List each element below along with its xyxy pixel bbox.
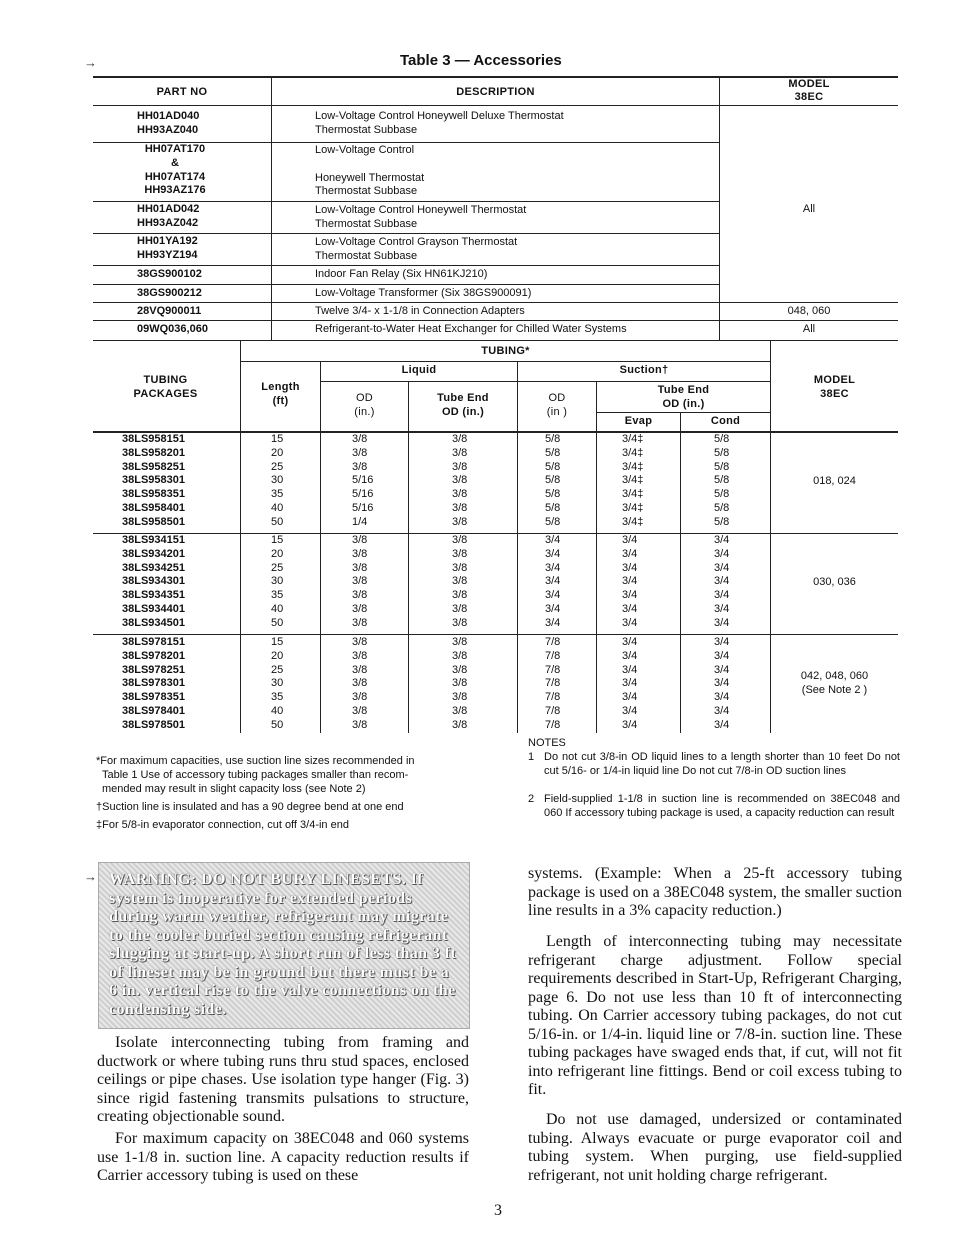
part-description: Twelve 3/4- x 1-1/8 in Connection Adapters <box>315 305 525 317</box>
col-header-suction-od: OD (in ) <box>546 392 568 418</box>
part-number: 28VQ900011 <box>137 305 202 317</box>
col-header-suction: Suction† <box>619 364 669 376</box>
footnote: *For maximum capacities, use suction line sizes recommended in <box>96 755 415 767</box>
part-description: Low-Voltage Transformer (Six 38GS900091) <box>315 287 532 299</box>
model-value: 042, 048, 060 (See Note 2 ) <box>800 670 869 696</box>
body-paragraph: Isolate interconnecting tubing from framing and ductwork or where tubing runs thru stud spaces, enclosed ceilings or pipe chases. Use isolation type hanger (Fig. 3) since rigid fastening transmits pulsations to structure, creating objectionable sound. <box>97 1034 469 1125</box>
part-number: HH01YA192 HH93YZ194 <box>137 235 198 261</box>
part-number: HH07AT170 & HH07AT174 HH93AZ176 <box>144 143 206 197</box>
footnote: mended may result in slight capacity loss (see Note 2) <box>102 783 366 795</box>
evap-values: 3/4 3/4 3/4 3/4 3/4 3/4 3/4 <box>622 636 638 731</box>
margin-arrow: → <box>84 55 97 70</box>
model-value: 048, 060 <box>787 305 831 317</box>
note-number: 1 <box>528 751 535 763</box>
col-header-evap: Evap <box>624 415 653 427</box>
tubing-packages: 38LS978151 38LS978201 38LS978251 38LS978301 38LS978351 38LS978401 38LS978501 <box>122 636 185 731</box>
length-values: 15 20 25 30 35 40 50 <box>271 636 284 731</box>
notes-title: NOTES <box>528 737 566 749</box>
table-title: Table 3 — Accessories <box>400 52 562 69</box>
note-text: Field-supplied 1-1/8 in suction line is recommended on 38EC048 and 060 If accessory tubing package is used, a capacity reduction can result <box>544 793 900 819</box>
part-number: 38GS900212 <box>137 287 202 299</box>
liquid-tube-end-values: 3/8 3/8 3/8 3/8 3/8 3/8 3/8 <box>452 433 468 528</box>
tubing-packages: 38LS958151 38LS958201 38LS958251 38LS958301 38LS958351 38LS958401 38LS958501 <box>122 433 185 528</box>
body-paragraph: Do not use damaged, undersized or contaminated tubing. Always evacuate or purge evaporator coil and tubing system. When purging, use field-supplied refrigerant, not unit holding charge refrigerant. <box>528 1111 902 1184</box>
cond-values: 3/4 3/4 3/4 3/4 3/4 3/4 3/4 <box>714 636 730 731</box>
suction-od-values: 5/8 5/8 5/8 5/8 5/8 5/8 5/8 <box>545 433 561 528</box>
col-header-suction-tube-end: Tube End OD (in.) <box>657 384 710 410</box>
part-description: Refrigerant-to-Water Heat Exchanger for Chilled Water Systems <box>315 323 627 335</box>
footnote: †Suction line is insulated and has a 90 degree bend at one end <box>96 801 404 813</box>
model-value: 030, 036 <box>813 576 856 588</box>
col-header-length: Length (ft) <box>261 381 300 407</box>
cond-values: 3/4 3/4 3/4 3/4 3/4 3/4 3/4 <box>714 534 730 629</box>
note-number: 2 <box>528 793 535 805</box>
col-header-tubing: TUBING* <box>481 345 530 357</box>
part-description: Low-Voltage Control Grayson Thermostat Thermostat Subbase <box>315 236 518 262</box>
col-header-cond: Cond <box>710 415 741 427</box>
body-paragraph: systems. (Example: When a 25-ft accessory tubing package is used on a 38EC048 system, the smaller suction line results in a 3% capacity reduction.) <box>528 865 902 919</box>
col-header-model: MODEL 38EC <box>813 374 856 400</box>
length-values: 15 20 25 30 35 40 50 <box>271 433 284 528</box>
col-header-liquid: Liquid <box>401 364 437 376</box>
model-value: All <box>802 323 816 335</box>
tubing-packages: 38LS934151 38LS934201 38LS934251 38LS934301 38LS934351 38LS934401 38LS934501 <box>122 534 185 629</box>
col-header-tubing-packages: TUBING PACKAGES <box>133 374 198 400</box>
margin-arrow: → <box>84 869 97 884</box>
evap-values: 3/4 3/4 3/4 3/4 3/4 3/4 3/4 <box>622 534 638 629</box>
body-paragraph: For maximum capacity on 38EC048 and 060 systems use 1-1/8 in. suction line. A capacity reduction results if Carrier accessory tubing is used on these <box>97 1130 469 1184</box>
length-values: 15 20 25 30 35 40 50 <box>271 534 284 629</box>
evap-values: 3/4‡ 3/4‡ 3/4‡ 3/4‡ 3/4‡ 3/4‡ 3/4‡ <box>622 433 644 528</box>
liquid-od-values: 3/8 3/8 3/8 5/16 5/16 5/16 1/4 <box>352 433 374 528</box>
liquid-tube-end-values: 3/8 3/8 3/8 3/8 3/8 3/8 3/8 <box>452 534 468 629</box>
part-number: HH01AD040 HH93AZ040 <box>137 110 200 136</box>
footnote: Table 1 Use of accessory tubing packages smaller than recom- <box>102 769 409 781</box>
col-header-liquid-od: OD (in.) <box>354 392 375 418</box>
cond-values: 5/8 5/8 5/8 5/8 5/8 5/8 5/8 <box>714 433 730 528</box>
warning-box <box>98 862 470 1029</box>
warning-text: WARNING: DO NOT BURY LINESETS. If system is inoperative for extended periods during warm weather, refrigerant may migrate to the cooler buried section causing refrigerant slugging at start-up. A short run of less than 3 ft of lineset may be in ground but there must be a 6 in. vertical rise to the valve connections on the condensing side. <box>109 871 457 1018</box>
liquid-od-values: 3/8 3/8 3/8 3/8 3/8 3/8 3/8 <box>352 534 368 629</box>
part-description: Indoor Fan Relay (Six HN61KJ210) <box>315 268 488 280</box>
liquid-tube-end-values: 3/8 3/8 3/8 3/8 3/8 3/8 3/8 <box>452 636 468 731</box>
col-header-description: DESCRIPTION <box>456 86 535 98</box>
suction-od-values: 7/8 7/8 7/8 7/8 7/8 7/8 7/8 <box>545 636 561 731</box>
liquid-od-values: 3/8 3/8 3/8 3/8 3/8 3/8 3/8 <box>352 636 368 731</box>
body-paragraph: Length of interconnecting tubing may necessitate refrigerant charge adjustment. Follow special requirements described in Start-Up, Refrigerant Charging, page 6. Do not use less than 10 ft of interconnecting tubing. On Carrier accessory tubing packages, do not cut 5/16-in. or 1/4-in. liquid line or 7/8-in. suction line. These tubing packages have swaged ends that, if cut, will not fit into refrigerant line fittings. Bend or coil excess tubing to fit. <box>528 933 902 1098</box>
footnote: ‡For 5/8-in evaporator connection, cut off 3/4-in end <box>96 819 349 831</box>
note-text: Do not cut 3/8-in OD liquid lines to a length shorter than 10 feet Do not cut 5/16- or 1/4-in liquid line Do not cut 7/8-in OD suction lines <box>544 751 900 777</box>
suction-od-values: 3/4 3/4 3/4 3/4 3/4 3/4 3/4 <box>545 534 561 629</box>
col-header-part-no: PART NO <box>156 86 208 98</box>
col-header-model: MODEL 38EC <box>788 78 830 103</box>
part-number: 38GS900102 <box>137 268 202 280</box>
model-value: All <box>802 203 816 215</box>
page-number: 3 <box>494 1202 502 1219</box>
part-number: HH01AD042 HH93AZ042 <box>137 203 200 229</box>
part-description: Low-Voltage Control Honeywell Thermostat Thermostat Subbase <box>315 144 425 198</box>
part-description: Low-Voltage Control Honeywell Thermostat Thermostat Subbase <box>315 204 527 230</box>
part-description: Low-Voltage Control Honeywell Deluxe Thermostat Thermostat Subbase <box>315 110 564 136</box>
col-header-liquid-tube-end: Tube End OD (in.) <box>437 392 489 418</box>
model-value: 018, 024 <box>813 475 856 487</box>
part-number: 09WQ036,060 <box>137 323 208 335</box>
